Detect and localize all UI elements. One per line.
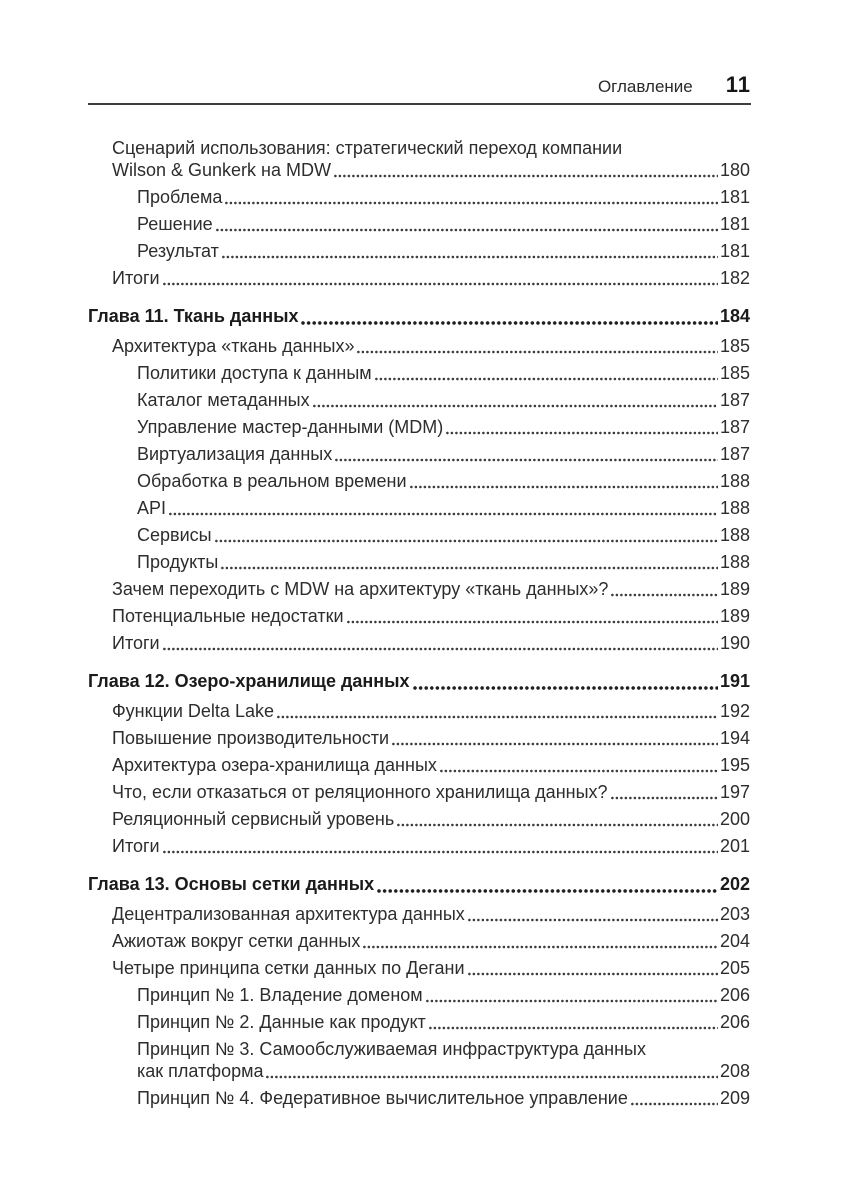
leader-dots [410, 485, 718, 489]
toc-entry-row [137, 470, 750, 492]
toc-entry-row [112, 267, 750, 289]
toc-entry-title: Глава 13. Основы сетки данных [88, 874, 375, 894]
toc-entry [88, 984, 750, 1006]
toc-page-number: 197 [719, 782, 750, 802]
toc-entry-row [112, 605, 750, 627]
toc-entry-title: Виртуализация данных [137, 444, 333, 464]
toc-entry-row [112, 335, 750, 357]
toc-entry [88, 416, 750, 438]
toc-entry [88, 186, 750, 208]
toc-page-number: 190 [719, 633, 750, 653]
toc-page-number: 209 [719, 1088, 750, 1108]
toc-page-number: 181 [719, 187, 750, 207]
toc-entry [88, 700, 750, 722]
toc-page-number: 187 [719, 390, 750, 410]
toc-entry [88, 137, 750, 181]
leader-dots [163, 647, 718, 651]
toc-entry-title: Децентрализованная архитектура данных [112, 904, 465, 924]
leader-dots [216, 228, 718, 232]
leader-dots [313, 404, 718, 408]
toc-entry-title: Итоги [112, 836, 160, 856]
toc-entry-title: Что, если отказаться от реляционного хранилища данных? [112, 782, 608, 802]
page-number: 11 [725, 72, 751, 97]
leader-dots [363, 945, 718, 949]
toc-entry-title: Сервисы [137, 525, 212, 545]
toc-entry-title: Архитектура «ткань данных» [112, 336, 355, 356]
toc-page-number: 188 [719, 525, 750, 545]
leader-dots [334, 174, 718, 178]
toc-entry-title: Проблема [137, 187, 223, 207]
toc-entry-title: Итоги [112, 268, 160, 288]
toc-page-number: 181 [719, 214, 750, 234]
toc-entry [88, 670, 750, 692]
leader-dots [375, 377, 718, 381]
leader-dots [277, 715, 718, 719]
toc-entry [88, 873, 750, 895]
toc-entry-title: Решение [137, 214, 213, 234]
toc-entry-row [112, 957, 750, 979]
leader-dots [163, 850, 718, 854]
toc-page-number: 185 [719, 336, 750, 356]
toc-entry [88, 335, 750, 357]
toc-page-number: 187 [719, 444, 750, 464]
toc-page-number: 202 [719, 874, 750, 894]
leader-dots [429, 1026, 718, 1030]
leader-dots [377, 889, 718, 893]
toc-page-number: 200 [719, 809, 750, 829]
toc-entry-title: Обработка в реальном времени [137, 471, 407, 491]
toc-entry-row [112, 578, 750, 600]
toc-entry [88, 632, 750, 654]
toc-entry-row [137, 1011, 750, 1033]
toc-page-number: 203 [719, 904, 750, 924]
toc-entry [88, 551, 750, 573]
toc-page-number: 189 [719, 579, 750, 599]
toc-entry-title: API [137, 498, 167, 518]
toc-entry [88, 524, 750, 546]
toc-page-number: 206 [719, 985, 750, 1005]
toc-page-number: 208 [719, 1061, 750, 1081]
leader-dots [266, 1075, 717, 1079]
toc-entry [88, 781, 750, 803]
toc-entry-row [112, 930, 750, 952]
toc-entry-row [137, 240, 750, 262]
toc-page-number: 201 [719, 836, 750, 856]
toc-entry-row [88, 670, 750, 692]
toc-page-number: 185 [719, 363, 750, 383]
toc-page-number: 189 [719, 606, 750, 626]
leader-dots [169, 512, 718, 516]
leader-dots [347, 620, 718, 624]
toc-entry [88, 930, 750, 952]
toc-entry [88, 808, 750, 830]
toc-entry-row [112, 781, 750, 803]
toc-page-number: 188 [719, 498, 750, 518]
toc-entry-title: Итоги [112, 633, 160, 653]
toc-entry-title: Wilson & Gunkerk на MDW [112, 160, 331, 180]
toc-entry [88, 497, 750, 519]
toc-entry-row [137, 362, 750, 384]
leader-dots [392, 742, 718, 746]
toc-entry-row [137, 213, 750, 235]
toc-page-number: 191 [719, 671, 750, 691]
leader-dots [335, 458, 718, 462]
toc-page-number: 181 [719, 241, 750, 261]
leader-dots [397, 823, 718, 827]
toc-entry-row [112, 903, 750, 925]
toc-entry [88, 267, 750, 289]
toc-entry [88, 1038, 750, 1082]
toc-entry [88, 1011, 750, 1033]
toc-entry-title-line: Сценарий использования: стратегический переход компании [112, 138, 623, 158]
toc-entry [88, 957, 750, 979]
toc-page-number: 192 [719, 701, 750, 721]
toc-entry [88, 362, 750, 384]
toc-entry-title: как платформа [137, 1061, 264, 1081]
toc-entry-title-line: Принцип № 3. Самообслуживаемая инфраструктура данных [137, 1039, 646, 1059]
toc-entry [88, 443, 750, 465]
running-header [88, 74, 751, 105]
toc-page-number: 206 [719, 1012, 750, 1032]
toc-entry [88, 578, 750, 600]
toc-entry [88, 605, 750, 627]
toc-entry-row [137, 497, 750, 519]
toc-entry-title: Глава 12. Озеро-хранилище данных [88, 671, 410, 691]
toc-entry-title: Управление мастер-данными (MDM) [137, 417, 444, 437]
toc-entry-title: Потенциальные недостатки [112, 606, 344, 626]
toc-page-number: 194 [719, 728, 750, 748]
leader-dots [413, 686, 718, 690]
leader-dots [225, 201, 718, 205]
toc-entry-title: Принцип № 2. Данные как продукт [137, 1012, 426, 1032]
toc-page-number: 182 [719, 268, 750, 288]
leader-dots [611, 796, 718, 800]
leader-dots [468, 972, 718, 976]
leader-dots [446, 431, 718, 435]
toc-entry-row [112, 700, 750, 722]
toc-entry-row [137, 416, 750, 438]
toc-entry-row [137, 186, 750, 208]
toc-entry-row [137, 1087, 750, 1109]
toc-entry-title: Четыре принципа сетки данных по Дегани [112, 958, 465, 978]
toc-page-number: 188 [719, 471, 750, 491]
toc-entry-title: Реляционный сервисный уровень [112, 809, 395, 829]
toc-entry-title: Результат [137, 241, 219, 261]
toc-entry-row [137, 389, 750, 411]
leader-dots [611, 593, 718, 597]
table-of-contents [88, 105, 750, 1114]
toc-entry-row [137, 443, 750, 465]
toc-entry-title: Архитектура озера-хранилища данных [112, 755, 437, 775]
toc-entry [88, 389, 750, 411]
toc-page-number: 184 [719, 306, 750, 326]
toc-page-number: 187 [719, 417, 750, 437]
toc-entry-row [112, 159, 750, 181]
leader-dots [631, 1102, 718, 1106]
leader-dots [163, 282, 718, 286]
leader-dots [215, 539, 718, 543]
toc-entry-title: Принцип № 4. Федеративное вычислительное управление [137, 1088, 628, 1108]
toc-entry-title: Функции Delta Lake [112, 701, 274, 721]
toc-entry [88, 754, 750, 776]
leader-dots [222, 255, 718, 259]
toc-page-number: 188 [719, 552, 750, 572]
toc-page-number: 195 [719, 755, 750, 775]
leader-dots [426, 999, 718, 1003]
toc-entry-row [137, 551, 750, 573]
toc-entry-row [112, 754, 750, 776]
toc-page-number: 205 [719, 958, 750, 978]
toc-entry [88, 240, 750, 262]
toc-entry-row [137, 984, 750, 1006]
toc-entry [88, 1087, 750, 1109]
toc-entry-row [112, 808, 750, 830]
leader-dots [357, 350, 717, 354]
toc-entry [88, 305, 750, 327]
toc-entry [88, 903, 750, 925]
toc-entry-row [88, 873, 750, 895]
toc-page-number: 204 [719, 931, 750, 951]
toc-entry-title: Продукты [137, 552, 219, 572]
toc-entry-row [112, 632, 750, 654]
toc-entry-row [112, 727, 750, 749]
toc-entry-title: Политики доступа к данным [137, 363, 372, 383]
toc-entry [88, 727, 750, 749]
toc-entry-title: Зачем переходить с MDW на архитектуру «ткань данных»? [112, 579, 609, 599]
toc-entry-row [112, 835, 750, 857]
toc-entry-title: Ажиотаж вокруг сетки данных [112, 931, 361, 951]
running-header-title: Оглавление [597, 77, 693, 96]
leader-dots [221, 566, 718, 570]
leader-dots [301, 321, 717, 325]
toc-entry-title: Принцип № 1. Владение доменом [137, 985, 423, 1005]
leader-dots [440, 769, 718, 773]
toc-entry [88, 470, 750, 492]
toc-entry-row [88, 305, 750, 327]
toc-page-number: 180 [719, 160, 750, 180]
toc-entry-title: Повышение производительности [112, 728, 390, 748]
toc-entry-row [137, 1060, 750, 1082]
toc-entry-title: Каталог метаданных [137, 390, 310, 410]
toc-entry [88, 835, 750, 857]
toc-entry-title: Глава 11. Ткань данных [88, 306, 299, 326]
toc-entry-row [137, 524, 750, 546]
leader-dots [468, 918, 718, 922]
toc-entry [88, 213, 750, 235]
